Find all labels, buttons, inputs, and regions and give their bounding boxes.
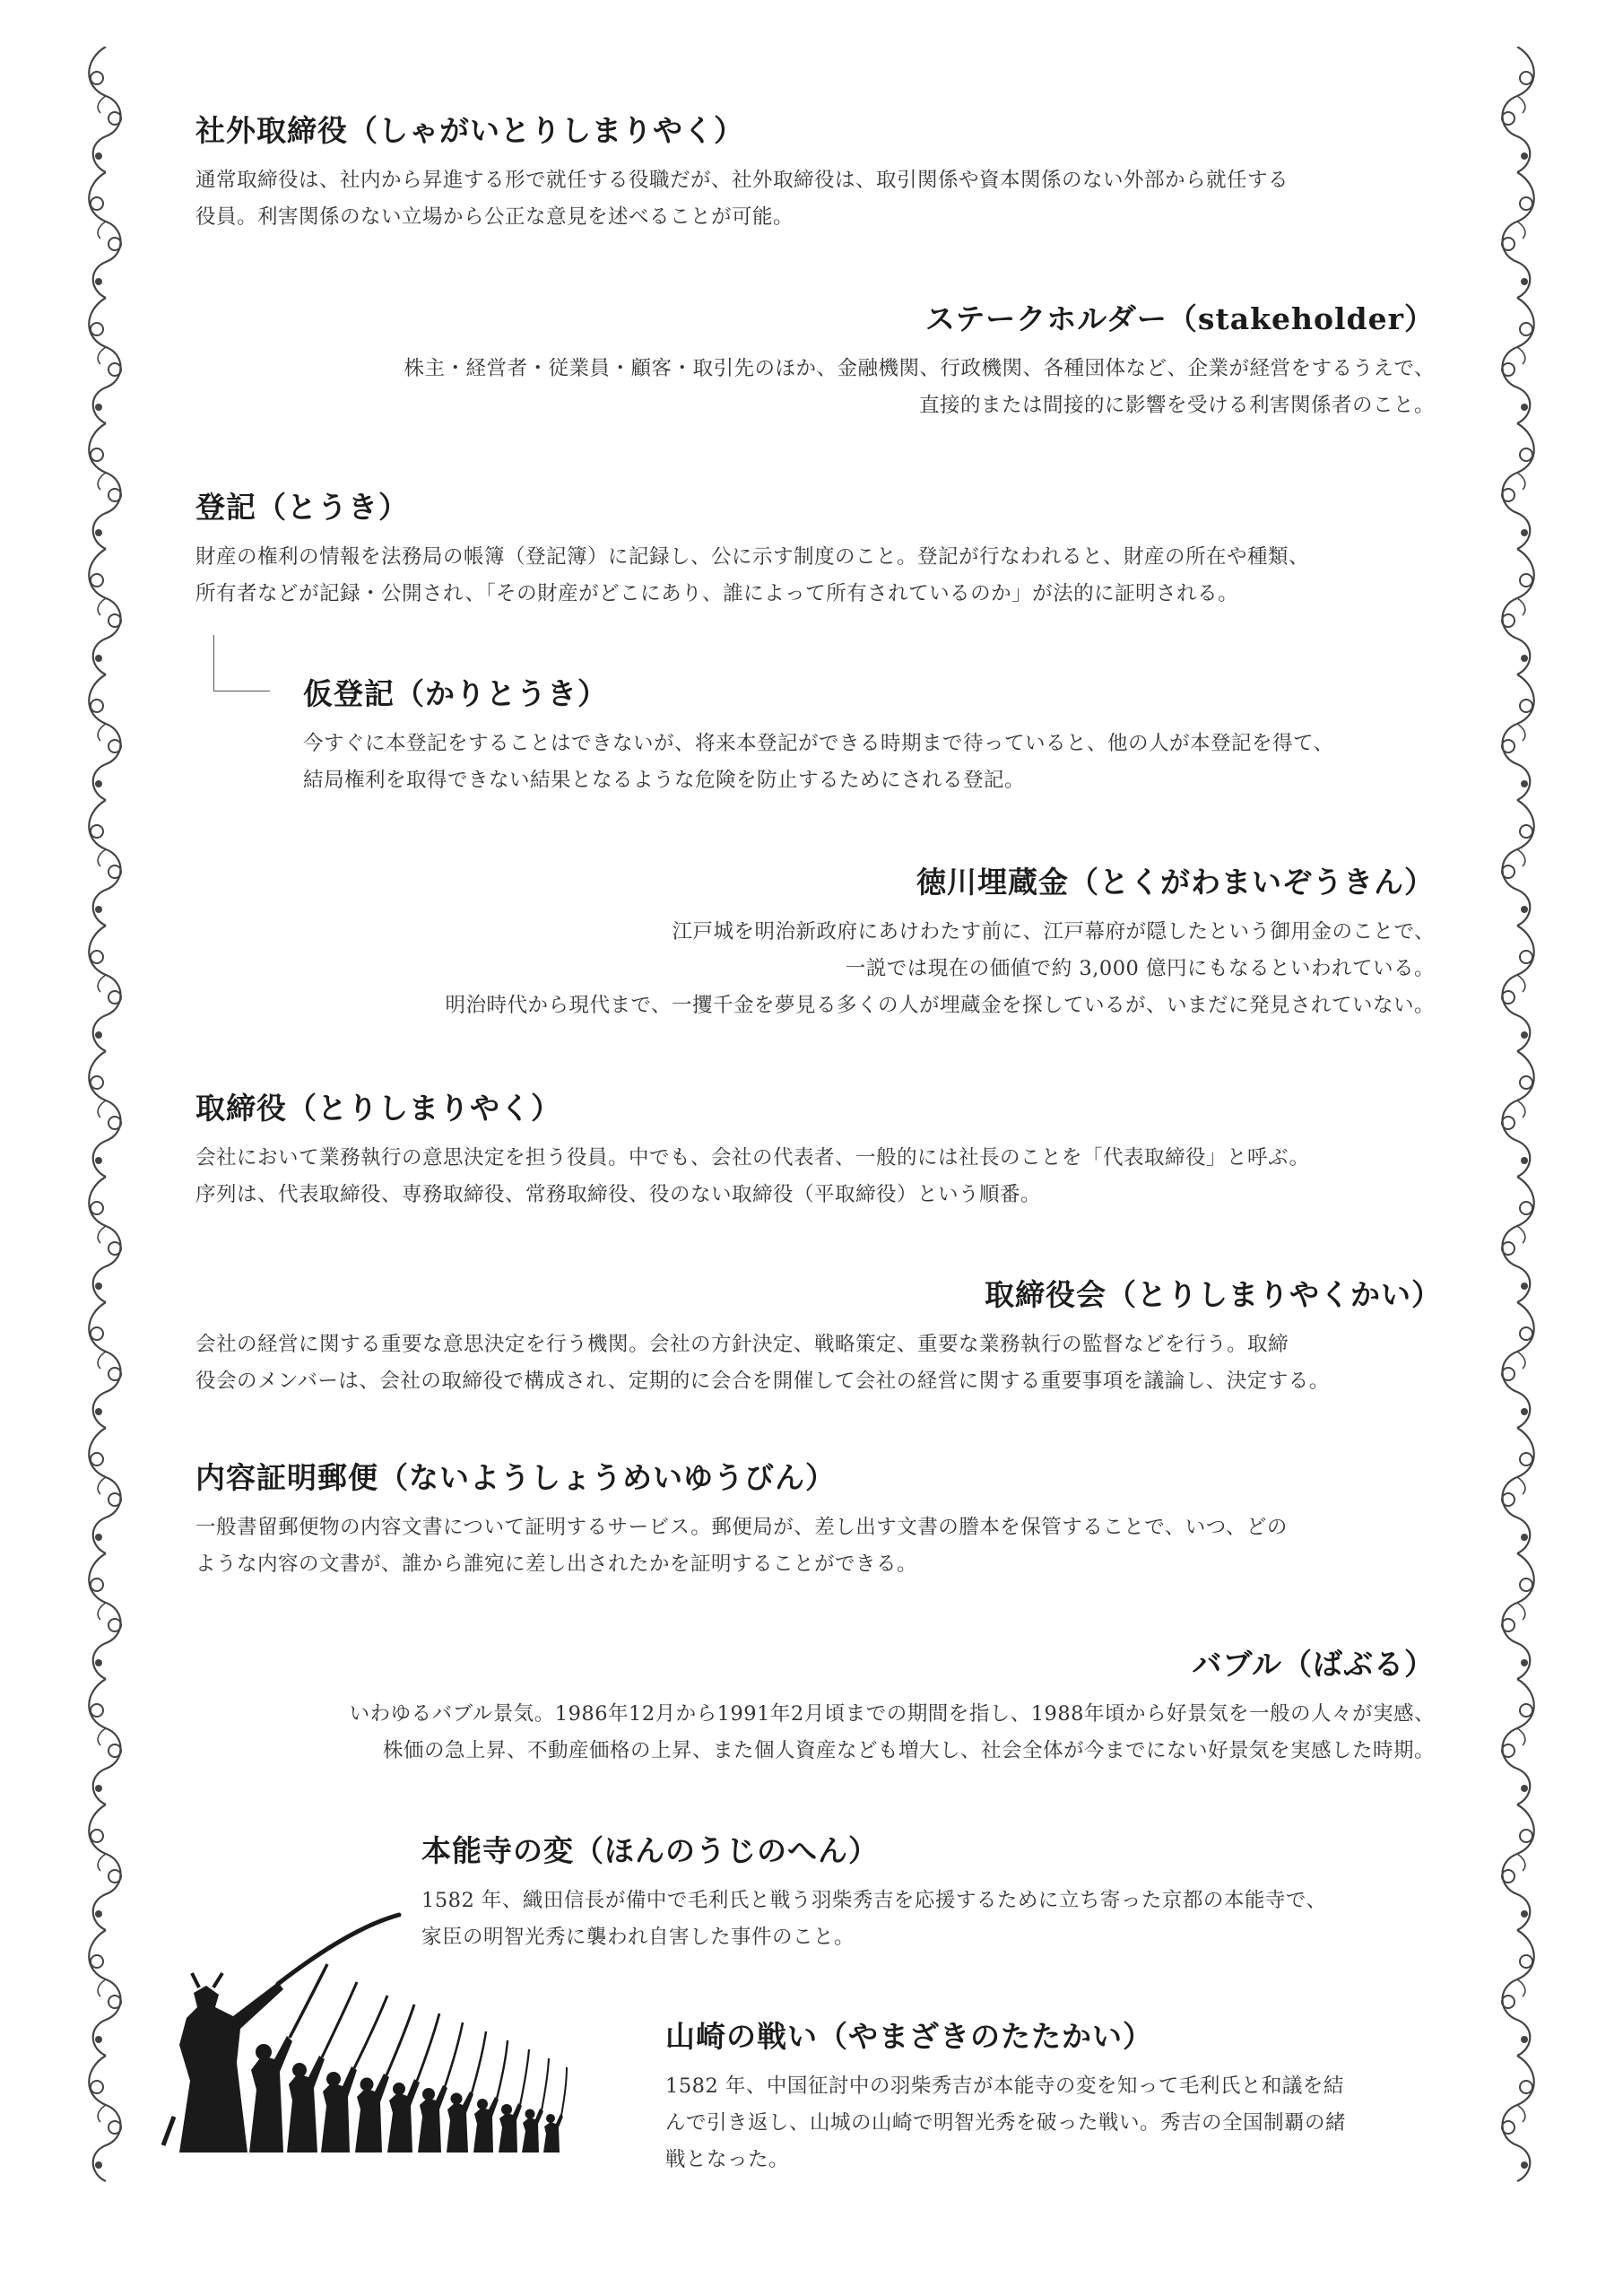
entry-body: 会社の経営に関する重要な意思決定を行う機関。会社の方針決定、戦略策定、重要な業務執行の監督などを行う。取締 役会のメンバーは、会社の取締役で構成され、定期的に会合を開催して会社の経営に関する重要事項を議論し、決定する。 xyxy=(195,1333,1330,1393)
entry-title: 仮登記（かりとうき） xyxy=(303,676,608,711)
entry-body: 通常取締役は、社内から昇進する形で就任する役職だが、社外取締役は、取引関係や資本関係のない外部から就任する 役員。利害関係のない立場から公正な意見を述べることが可能。 xyxy=(195,169,1289,229)
entry-title: 取締役会（とりしまりやくかい） xyxy=(985,1277,1442,1312)
entry-title: 山崎の戦い（やまざきのたたかい） xyxy=(665,2019,1153,2054)
entry-torishimariyakukai xyxy=(195,1272,1442,1400)
right-ornamental-border xyxy=(1490,47,1544,2253)
entry-title: 取締役（とりしまりやく） xyxy=(195,1091,561,1126)
entry-body: 1582 年、織田信長が備中で毛利氏と戦う羽柴秀吉を応援するために立ち寄った京都の本能寺で、 家臣の明智光秀に襲われ自害した事件のこと。 xyxy=(421,1889,1327,1949)
entry-body: 財産の権利の情報を法務局の帳簿（登記簿）に記録し、公に示す制度のこと。登記が行なわれると、財産の所在や種類、 所有者などが記録・公開され、「その財産がどこにあり、誰によって所有されているのか」が法的に証明される。 xyxy=(195,545,1310,605)
entry-body: 一般書留郵便物の内容文書について証明するサービス。郵便局が、差し出す文書の謄本を保管することで、いつ、どの ような内容の文書が、誰から誰宛に差し出されたかを証明することができる。 xyxy=(195,1516,1288,1576)
entry-body: 1582 年、中国征討中の羽柴秀吉が本能寺の変を知って毛利氏と和議を結 んで引き返し、山城の山崎で明智光秀を破った戦い。秀吉の全国制覇の緒 戦となった。 xyxy=(665,2074,1347,2171)
entry-title: 本能寺の変（ほんのうじのへん） xyxy=(421,1833,879,1868)
entry-title: 登記（とうき） xyxy=(195,490,409,525)
entry-title: 内容証明郵便（ないようしょうめいゆうびん） xyxy=(195,1460,836,1495)
entry-title: 社外取締役（しゃがいとりしまりやく） xyxy=(195,113,744,148)
entry-yamazaki-no-tatakai xyxy=(665,2013,1442,2179)
entry-body: 江戸城を明治新政府にあけわたす前に、江戸幕府が隠したという御用金のことで、 一説では現在の価値で約 3,000 億円にもなるといわれている。 明治時代から現代まで、一攫千金を夢見る多くの人が埋蔵金を探しているが、いまだに発見されていない。 xyxy=(445,920,1435,1017)
entry-torishimariyaku xyxy=(195,1085,1442,1213)
entry-tokugawa-maizoukin xyxy=(197,859,1435,1024)
entry-body: 株主・経営者・従業員・顧客・取引先のほか、金融機関、行政機関、各種団体など、企業が経営をするうえで、 直接的または間接的に影響を受ける利害関係者のこと。 xyxy=(404,357,1435,417)
subentry-connector-line xyxy=(213,635,270,691)
entry-body: 会社において業務執行の意思決定を担う役員。中でも、会社の代表者、一般的には社長のことを「代表取締役」と呼ぶ。 序列は、代表取締役、専務取締役、常務取締役、役のない取締役（平取締役）という順番。 xyxy=(195,1146,1310,1206)
entry-body: 今すぐに本登記をすることはできないが、将来本登記ができる時期まで待っていると、他の人が本登記を得て、 結局権利を取得できない結果となるような危険を防止するためにされる登記。 xyxy=(303,732,1334,792)
entry-bubble xyxy=(197,1641,1435,1770)
entry-title: ステークホルダー（stakeholder） xyxy=(924,301,1435,336)
entry-kari-touki xyxy=(303,671,1442,799)
entry-naiyou-shoumei-yuubin xyxy=(195,1455,1442,1583)
entry-shagai-torishimariyaku xyxy=(195,108,1433,236)
samurai-army-silhouette xyxy=(143,1910,628,2152)
entry-touki xyxy=(195,484,1442,613)
entry-title: 徳川埋蔵金（とくがわまいぞうきん） xyxy=(916,865,1435,900)
entry-stakeholder xyxy=(197,296,1435,424)
entry-body: いわゆるバブル景気。1986年12月から1991年2月頃までの期間を指し、1988年頃から好景気を一般の人々が実感、 株価の急上昇、不動産価格の上昇、また個人資産なども増大し、社会全体が今までにない好景気を実感した時期。 xyxy=(349,1702,1435,1762)
left-ornamental-border xyxy=(79,47,133,2253)
entry-title: バブル（ばぶる） xyxy=(1192,1647,1435,1682)
